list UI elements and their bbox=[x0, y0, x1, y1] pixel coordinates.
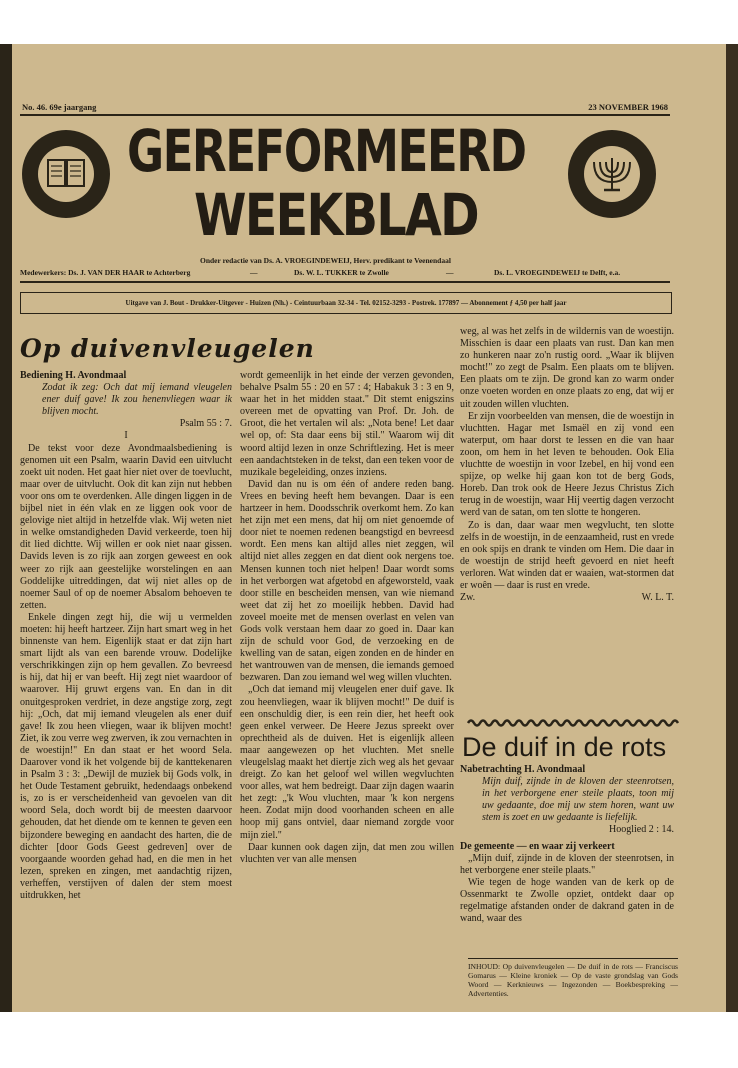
article2-subtitle: Nabetrachting H. Avondmaal bbox=[460, 764, 586, 775]
article2-heading: De gemeente — en waar zij verkeert bbox=[460, 840, 615, 852]
masthead-title-line1: GEREFORMEERD bbox=[127, 117, 526, 185]
column-1 bbox=[20, 370, 232, 902]
contributor-2: Ds. W. L. TUKKER te Zwolle bbox=[294, 268, 389, 277]
article1-quote-ref: Psalm 55 : 7. bbox=[179, 418, 232, 430]
contributor-1: Medewerkers: Ds. J. VAN DER HAAR te Achterberg bbox=[20, 268, 191, 277]
article2-paragraph-2: Wie tegen de hoge wanden van de kerk op de Ossenmarkt te Zwolle opziet, ontdekt daar op regelmatige afstanden onder de dakrand gaten in de wand, waar des bbox=[460, 876, 674, 925]
publisher-box: Uitgave van J. Bout - Drukker-Uitgever - Huizen (Nh.) - Ceintuurbaan 32-34 - Tel. 02152-3293 - Postrek. 177897 — Abonnement ƒ 4,50 per half jaar bbox=[20, 292, 672, 314]
signature-initials: W. L. T. bbox=[641, 592, 674, 604]
binding-edge bbox=[0, 44, 12, 1012]
article1-title: Op duivenvleugelen bbox=[20, 334, 315, 363]
editor-line: Onder redactie van Ds. A. VROEGINDEWEIJ, Herv. predikant te Veenendaal bbox=[200, 256, 451, 265]
candlestick-icon bbox=[584, 146, 640, 202]
signature-place: Zw. bbox=[460, 592, 476, 604]
header-rule-top bbox=[20, 114, 670, 116]
article1-col2-paragraph-4: Daar kunnen ook dagen zijn, dat men zou willen vluchten ver van alle mensen bbox=[240, 841, 454, 865]
article1-col1-paragraph-1: De tekst voor deze Avondmaalsbediening is genomen uit een Psalm, waarin David een uitvlucht zoekt uit noden. Het gaat hier niet over de toevlucht, maar over de uitvlucht. Ook dit kan zijn nut hebben voor ons om te overdenken. Alle dingen liggen in de bijbel niet in één vlak en ze liggen ook voor de gelovige niet altijd in hetzelfde vlak. Wij weten niet in welke omstandigheden David verkeerde, toen hij dit lied dichtte. Wij willen er ook niet naar gissen. Davids leven is zo rijk aan zorgen geweest en ook weer zo rijk aan geestelijke worstelingen en aan Goddelijke uitreddingen, dat wij niet alles op de noemer Saul of op de noemer Absalom behoeven te zetten. bbox=[20, 442, 232, 611]
article1-marker: I bbox=[124, 430, 128, 442]
article2-quote: Mijn duif, zijnde in de kloven der steenrotsen, in het verborgene ener steile plaats, toon mij uw gedaante, doe mij uw stem horen, want uw stem is zoet en uw gedaante is liefelijk. bbox=[482, 776, 674, 824]
contributor-3: Ds. L. VROEGINDEWEIJ te Delft, e.a. bbox=[494, 268, 621, 277]
menorah-icon bbox=[584, 146, 640, 202]
dash-2: — bbox=[446, 268, 454, 277]
book-icon bbox=[38, 146, 94, 202]
article1-col2-paragraph-1: wordt gemeenlijk in het einde der verzen gevonden, behalve Psalm 55 : 20 en 57 : 4; Habakuk 3 : 3 en 9, waar het in het midden staat." Dit stemt enigszins overeen met de opvatting van Prof. Dr. Joh. de Groot, die het vertalen wil als: „Nota bene! Let daar wel op, of: Sta daar eens bij stil." Waarom wij dit woord altijd lezen in onze Schriftlezing. Het is meer een aandachtsteken in de tekst, dan een teken voor de muzikale begeleiding, onzes inziens. bbox=[240, 370, 454, 478]
column-3 bbox=[460, 326, 674, 604]
contents-rule bbox=[468, 958, 678, 959]
dash-1: — bbox=[250, 268, 258, 277]
scan-bottom-margin bbox=[0, 1012, 738, 1068]
article2-title: De duif in de rots bbox=[462, 732, 667, 762]
contents-box: INHOUD: Op duivenvleugelen — De duif in de rots — Franciscus Gomarus — Kleine kroniek — Op de vaste grondslag van Gods Woord — Kerknieuws — Ingezonden — Boekbespreking — Advertenties. bbox=[468, 962, 678, 998]
article2-paragraph-1: „Mijn duif, zijnde in de kloven der steenrotsen, in het verborgene ener steile plaats." bbox=[460, 852, 674, 876]
article1-signature bbox=[460, 592, 674, 604]
logo-left bbox=[22, 130, 110, 218]
article1-col3-paragraph-1: weg, al was het zelfs in de wildernis van de woestijn. Misschien is daar een plaats van rust. Dan kan men zo hunkeren naar zo'n rustig oord. „Waar ik blijven mocht!" zo zegt de Psalm. Een plaats om te blijven. Een plaats om te zijn. De grond kan zo warm onder onze voeten worden en onze plaats zo eng, dat wij er uit zouden willen vluchten. bbox=[460, 326, 674, 410]
article1-subtitle: Bediening H. Avondmaal bbox=[20, 370, 127, 381]
open-book-icon bbox=[38, 146, 94, 202]
column-2 bbox=[240, 370, 454, 866]
article1-quote: Zodat ik zeg: Och dat mij iemand vleugelen ener duif gave! Ik zou henenvliegen waar ik blijven mocht. bbox=[42, 382, 232, 418]
wave-divider bbox=[468, 718, 678, 728]
article1-col3-paragraph-2: Er zijn voorbeelden van mensen, die de woestijn in vluchtten. Hagar met Ismaël en zij vond een waterput, om haar dorst te lessen en die van haar zoon, om hem in het leven te behouden. Ook Elia vluchtte de woestijn in voor Izebel, en hij vond een spijze, op welke hij gaan kon tot de berg Gods, Horeb. Dan trok ook de Heere Jezus Christus Zich terug in de woestijn, waar Hij veertig dagen verzocht werd van de satan, om ten slotte te hongeren. bbox=[460, 410, 674, 519]
newspaper-page bbox=[12, 44, 726, 1012]
logo-right bbox=[568, 130, 656, 218]
header-rule-bottom bbox=[20, 281, 670, 283]
masthead-title-line2: WEEKBLAD bbox=[194, 181, 479, 249]
issue-number: No. 46. 69e jaargang bbox=[22, 102, 97, 112]
scan-top-margin bbox=[0, 0, 738, 44]
article2-quote-ref: Hooglied 2 : 14. bbox=[609, 824, 674, 836]
article1-col1-paragraph-2: Enkele dingen zegt hij, die wij u vermelden moeten: hij heeft hartzeer. Zijn hart smart weg in het binnenste van hem. Eigenlijk staat er dat zijn hart smart lijdt als van een barende vrouw. Dodelijke verschrikkingen zijn op hem gevallen. Zo bevreesd is hij, dat hij er van beeft. Hij zegt niet waardoor of waarover. Hij gruwt ergens van. En dan in dit onuitgesproken verdriet, in deze angstige zorg, zegt hij: „Och, dat mij iemand vleugelen als ener duif gave! Ik zou heen vliegen, waar ik blijven mocht! Ziet, ik zou verre weg zwerven, ik zou vernachten in de woestijn!" En dan staat er het woord Sela. Daarover vond ik het volgende bij de kanttekenaren in Psalm 3 : 3: „Dewijl de muziek bij Gods volk, in het Oude Testament gebruikt, hedendaags onbekend is, zo is er verscheidenheid van gevoelen van dit woord Sela, doch wordt bij de meesten daarvoor gehouden, dat het diende om te kennen te geven een bijzondere beweging en aandacht des harten, die de dichter [door Gods Geest gedreven] over de voorgaande woorden gehad had, en die men in het lezen, spreken en zingen, met aandachtig rijzen, verheffen, verstijven of dalen der stem moest uitdrukken, het bbox=[20, 611, 232, 902]
article1-col3-paragraph-3: Zo is dan, daar waar men wegvlucht, ten slotte zelfs in de woestijn, in de eenzaamheid, rust en vrede en ook spijs en drank te vinden om Hem. Die daar in de woestijn de strijd heeft gevoerd en niet heeft verloren. Wat winden dat er waaien, wat-stormen dat er woên — daar is rust en vrede. bbox=[460, 519, 674, 591]
page-edge bbox=[726, 44, 738, 1012]
article1-col2-paragraph-2: David dan nu is om één of andere reden bang. Vrees en beving heeft hem bevangen. Daar is een hartzeer in hem. Doodsschrik overkomt hem. Zo kan het zijn met een mens, dat hij om niet genoemde of door niet te noemen redenen beangstigd en bevreesd wordt. Een mens kan altijd alles niet zeggen, wil altijd niet alles zeggen en dat dient ook nergens toe. Mensen kunnen toch niet helpen! Daar wordt soms in het verborgen wat afgetobd en afgeworsteld, vaak door stille en bescheiden mensen, van wie niemand weet dat zij het zo moeilijk hebben. David had zoveel moeite met de mensen overlast en velen van Gods volk verstaan hem daar zo goed in. Daar kan zijn de schuld voor God, de verzoeking en de kwelling van de satan, eigen zonden en de hinder en het wantrouwen van de mensen, die iemands gemoed bezwaren. Dan zou iemand wel weg willen vluchten. bbox=[240, 478, 454, 684]
article1-col2-paragraph-3: „Och dat iemand mij vleugelen ener duif gave. Ik zou heenvliegen, waar ik blijven mocht!" De duif is een onschuldig dier, is een rein dier, het heeft ook geen enkel verweer. De Heere Jezus spreekt over oprechtheid als de duiven. Het is eigenlijk alleen maar aangewezen op het vluchten. Met snelle vleugelslag maakt het diertje zich weg als het gevaar dreigt. Zo kan het geloof wel willen wegvluchten voor alles, wat hem bedreigt. Daar zijn dagen waarin het zegt: „'k Wou vluchten, maar 'k kon nergens heen. Zodat mijn dood voorhanden scheen en alle hoop mij gans ontviel, daar niemand zorgde voor mijn ziel." bbox=[240, 684, 454, 841]
article2-body bbox=[460, 764, 674, 925]
issue-date: 23 NOVEMBER 1968 bbox=[588, 102, 668, 112]
